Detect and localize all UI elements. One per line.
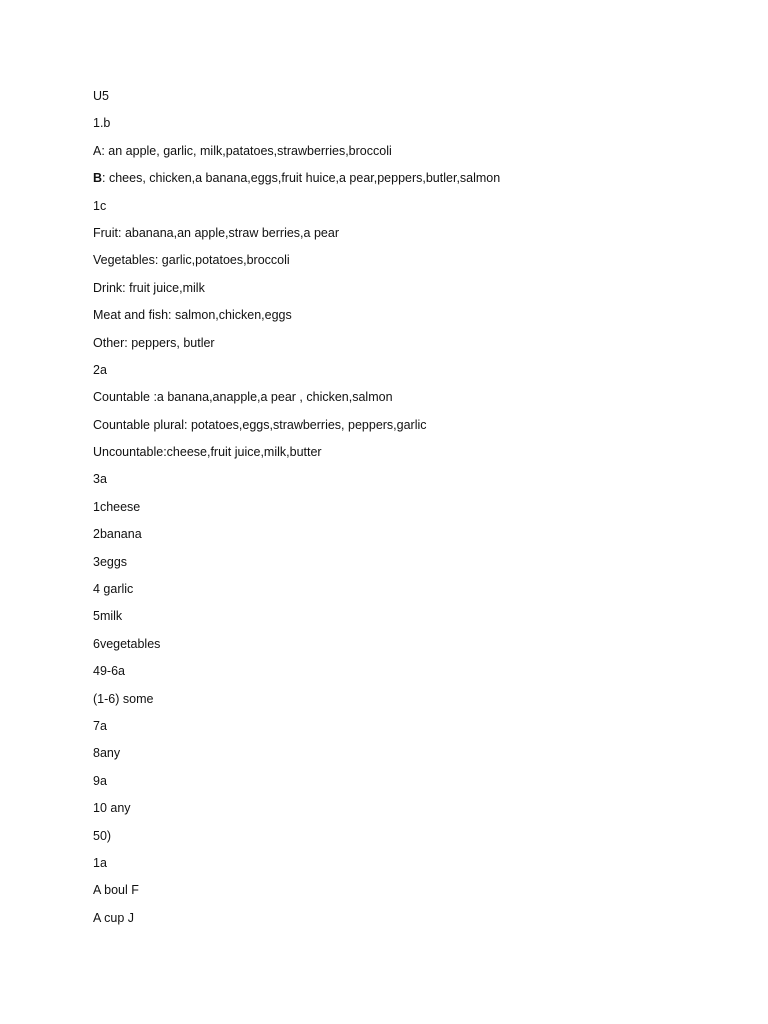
text-line: 10 any: [93, 801, 131, 816]
text-line: A: an apple, garlic, milk,patatoes,strawberries,broccoli: [93, 143, 392, 158]
text-line: A boul F: [93, 883, 139, 898]
text-line: 1a: [93, 855, 107, 870]
text-line: Other: peppers, butler: [93, 335, 215, 350]
text-line: Meat and fish: salmon,chicken,eggs: [93, 308, 292, 323]
text-line: Fruit: abanana,an apple,straw berries,a pear: [93, 225, 339, 240]
text-line: Countable :a banana,anapple,a pear , chicken,salmon: [93, 390, 393, 405]
text-line: B: chees, chicken,a banana,eggs,fruit huice,a pear,peppers,butler,salmon: [93, 171, 501, 186]
text-line: (1-6) some: [93, 691, 154, 706]
text-line: 1c: [93, 198, 107, 213]
text-line: Drink: fruit juice,milk: [93, 280, 205, 295]
text-line: A cup J: [93, 910, 134, 925]
text-line: 7a: [93, 718, 107, 733]
document-body: [93, 87, 500, 936]
text-line: 9a: [93, 773, 107, 788]
text-line: 2banana: [93, 527, 142, 542]
text-line: Uncountable:cheese,fruit juice,milk,butter: [93, 445, 322, 460]
text-line: 3eggs: [93, 554, 128, 569]
text-line: 4 garlic: [93, 582, 134, 597]
bold-label: B: [93, 171, 103, 186]
text-line: 49-6a: [93, 664, 125, 679]
text-line: 2a: [93, 362, 107, 377]
text-line: 1cheese: [93, 499, 141, 514]
text-line: 50): [93, 828, 112, 843]
text-line: 3a: [93, 472, 107, 487]
text-line: 1.b: [93, 116, 111, 131]
text-line: Countable plural: potatoes,eggs,strawberries, peppers,garlic: [93, 417, 427, 432]
text-line: 5milk: [93, 609, 123, 624]
text-line: U5: [93, 89, 109, 103]
text-line: Vegetables: garlic,potatoes,broccoli: [93, 253, 290, 268]
text-line: 8any: [93, 746, 121, 761]
text-line: 6vegetables: [93, 636, 161, 651]
